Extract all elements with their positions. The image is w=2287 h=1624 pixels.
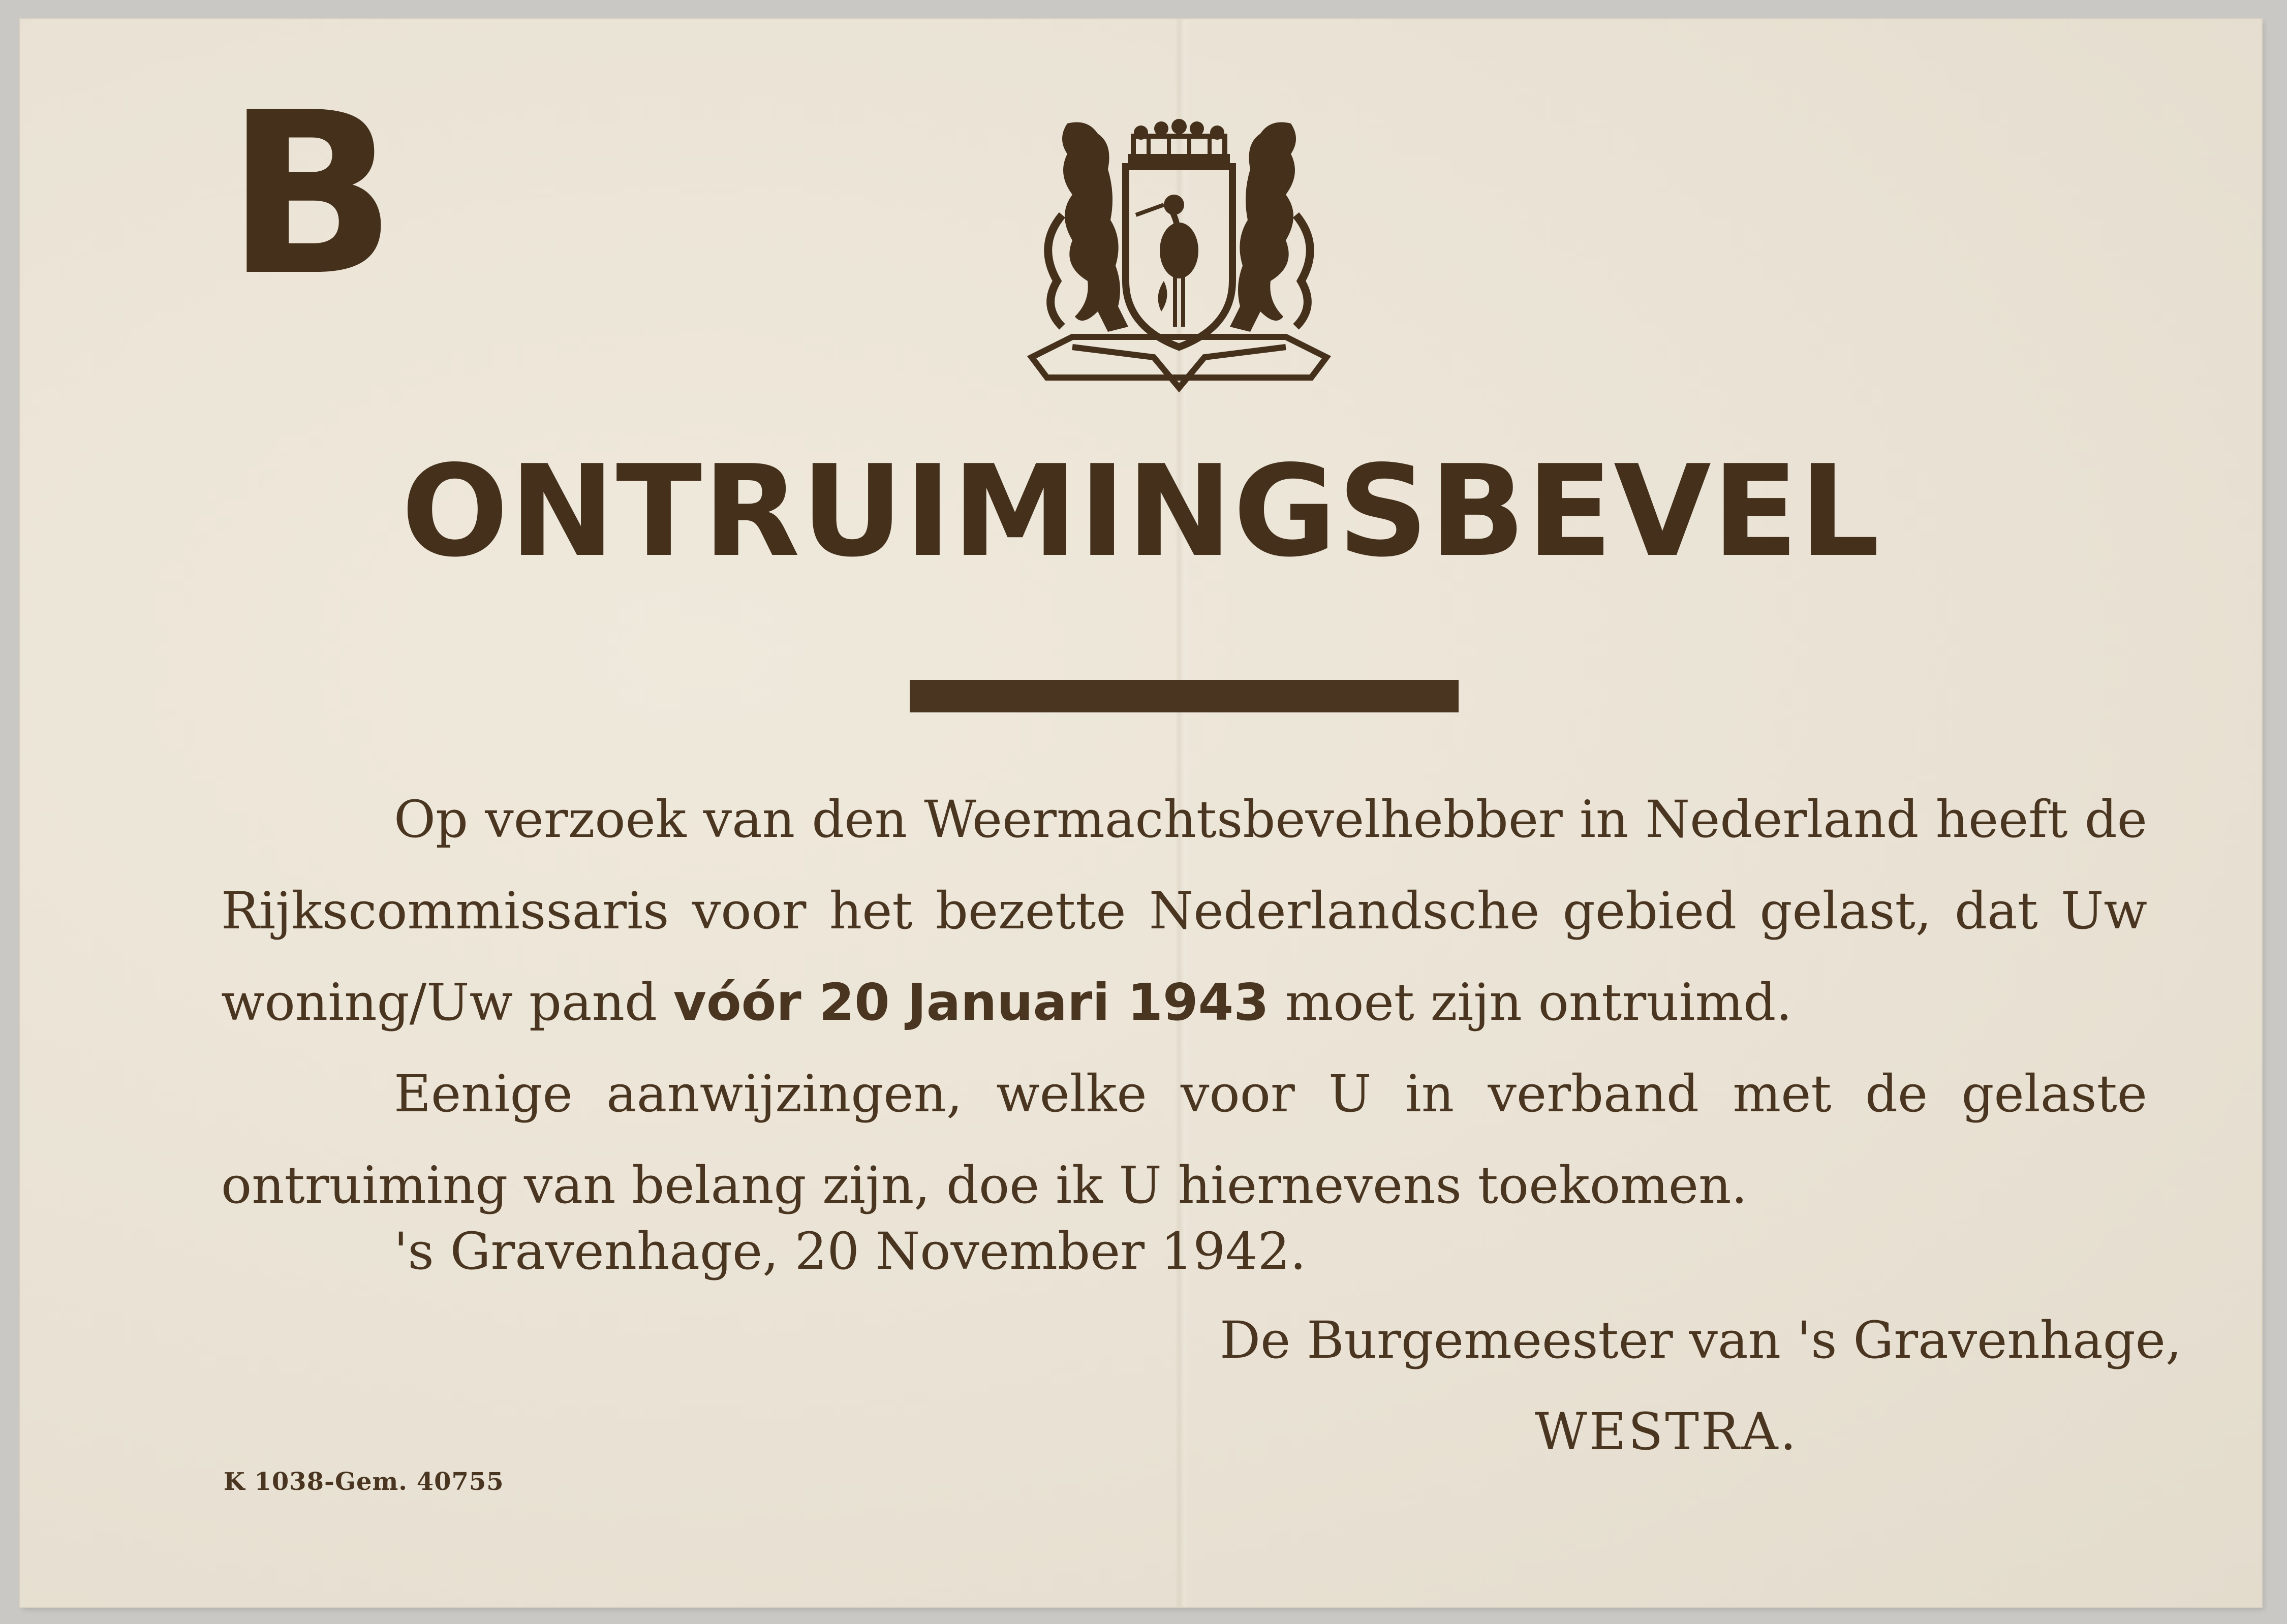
paragraph-order-start: Op verzoek van den Weermachtsbevelhebber in Nederland heeft de Rijkscommissaris voor het bezette Nederlandsche gebied gelast, dat Uw woning/Uw pand (221, 790, 2147, 1032)
coat-of-arms-icon (1027, 113, 1332, 395)
signatory-title: De Burgemeester van 's Gravenhage, (1220, 1310, 2182, 1370)
document-sheet (20, 19, 2262, 1607)
paragraph-instructions: Eenige aanwijzingen, welke voor U in verband met de gelaste ontruiming van belang zijn, doe ik U hiernevens toekomen. (221, 1064, 2147, 1215)
title-underline-rule (910, 680, 1459, 712)
body-text (221, 774, 2147, 1231)
paragraph-order-end: moet zijn ontruimd. (1269, 973, 1792, 1032)
category-letter: B (226, 65, 392, 325)
print-code: K 1038-Gem. 40755 (224, 1467, 504, 1496)
deadline-date: vóór 20 Januari 1943 (673, 973, 1269, 1032)
paragraph-order (221, 774, 2147, 1048)
place-and-date: 's Gravenhage, 20 November 1942. (394, 1222, 1307, 1281)
page-title: ONTRUIMINGSBEVEL (401, 439, 1881, 585)
signatory-name: WESTRA. (1535, 1402, 1799, 1461)
